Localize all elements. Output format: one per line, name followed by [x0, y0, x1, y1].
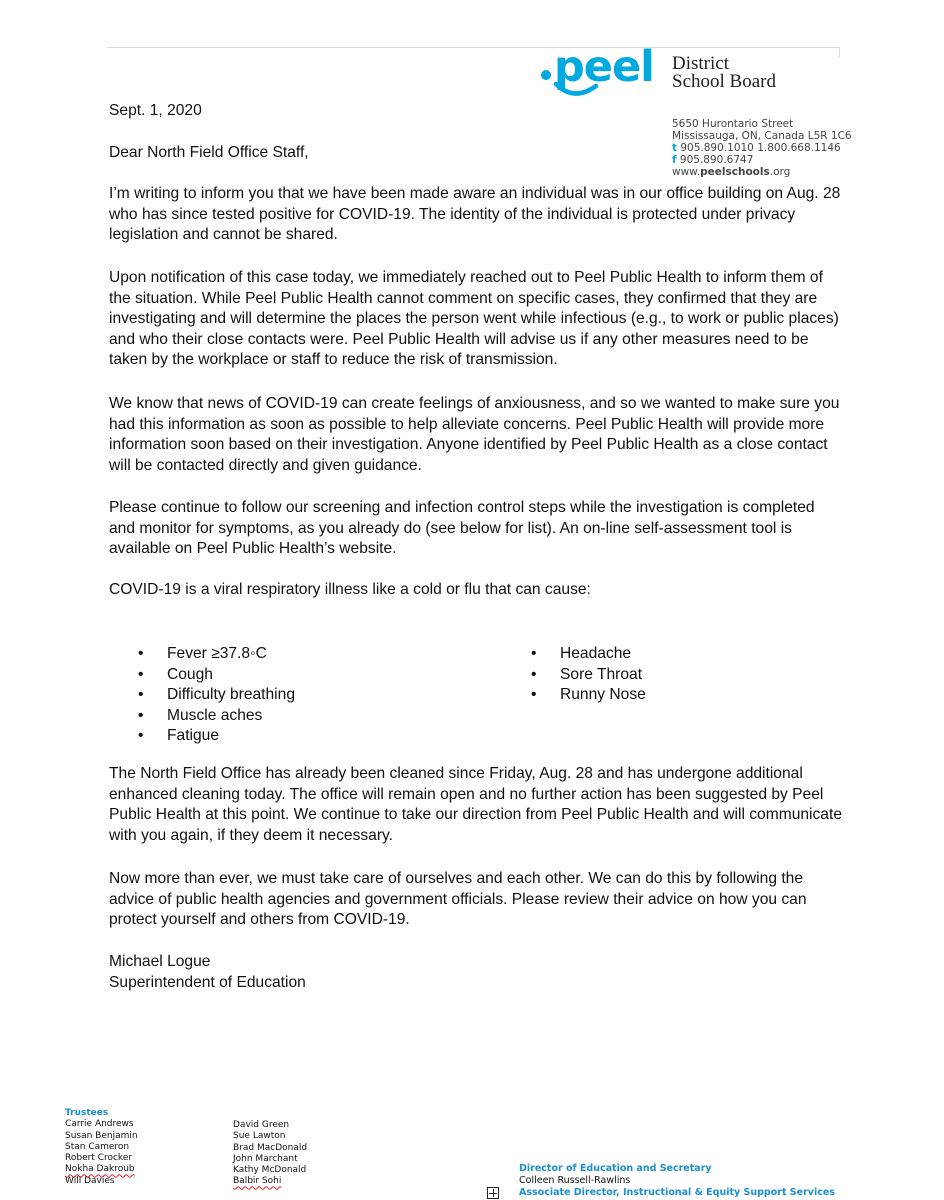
letter-date: Sept. 1, 2020: [109, 102, 202, 119]
paragraph-3: We know that news of COVID-19 can create feelings of anxiousness, and so we wanted to make sure you had this information as soon as possible to help alleviate concerns. Peel Public Health will provide more information soon based on their investigation. Anyone identified by Peel Public Health as a close contact will be contacted directly and given guidance.: [109, 395, 840, 474]
symptom-list-right: [531, 644, 646, 706]
page-top-edge: [107, 47, 840, 48]
logo-smile-icon: [552, 80, 612, 102]
paragraph-5: COVID-19 is a viral respiratory illness like a cold or flu that can cause:: [109, 581, 591, 598]
list-item: Brad MacDonald: [233, 1142, 308, 1153]
list-item: • Sore Throat: [531, 665, 646, 686]
web-suffix: .org: [769, 166, 791, 178]
list-item: Robert Crocker: [65, 1153, 133, 1164]
phone-number: 905.890.1010 1.800.668.1146: [680, 142, 841, 154]
signer-title: Superintendent of Education: [109, 974, 306, 991]
org-name-line2: School Board: [672, 71, 776, 92]
list-item: • Headache: [531, 644, 646, 665]
expand-plus-icon[interactable]: [487, 1187, 499, 1199]
list-item: • Muscle aches: [138, 706, 295, 727]
letter-salutation: Dear North Field Office Staff,: [109, 144, 309, 161]
paragraph-1: I’m writing to inform you that we have been made aware an individual was in our office building on Aug. 28 who has since tested positive for COVID-19. The identity of the individual is protected under privacy legislation and cannot be shared.: [109, 185, 841, 244]
list-item: David Green: [233, 1120, 290, 1130]
fax-number: 905.890.6747: [679, 154, 754, 166]
list-item: Susan Benjamin: [65, 1130, 138, 1141]
list-item: • Cough: [138, 665, 295, 686]
director-heading: Director of Education and Secretary: [519, 1163, 712, 1174]
web-domain: peelschools: [700, 166, 770, 178]
trustees-heading: Trustees: [65, 1108, 109, 1118]
list-item: Kathy McDonald: [233, 1165, 307, 1176]
associate-director-heading: Associate Director, Instructional & Equity Support Services: [519, 1187, 835, 1198]
logo-dot-icon: [541, 70, 551, 80]
web-prefix: www.: [672, 166, 701, 178]
symptom-list-left: [138, 644, 295, 747]
address-city: Mississauga, ON, Canada L5R 1C6: [672, 130, 852, 142]
org-name: [672, 55, 776, 91]
page-corner-edge: [839, 47, 840, 57]
org-name-line1: District: [672, 53, 729, 74]
trustees-list-1: [65, 1108, 138, 1187]
address-street: 5650 Hurontario Street: [672, 118, 794, 130]
fax-label: f: [672, 154, 677, 166]
list-item: • Fever ≥37.8◦C: [138, 644, 295, 665]
paragraph-6: The North Field Office has already been cleaned since Friday, Aug. 28 and has undergone additional enhanced cleaning today. The office will remain open and no further action has been suggested by Peel Public Health at this point. We continue to take our direction from Peel Public Health and will communicate with you again, if they deem it necessary.: [109, 765, 842, 844]
paragraph-4: Please continue to follow our screening and infection control steps while the investigation is completed and monitor for symptoms, as you already do (see below for list). An on-line self-assessment tool is available on Peel Public Health’s website.: [109, 499, 815, 558]
director-block: [519, 1163, 835, 1199]
paragraph-7: Now more than ever, we must take care of ourselves and each other. We can do this by following the advice of public health agencies and government officials. Please review their advice on how you can protect yourself and others from COVID-19.: [109, 870, 807, 929]
list-item: Stan Cameron: [65, 1141, 130, 1152]
trustees-list-2: [233, 1120, 307, 1188]
list-item: Will Davies: [65, 1175, 115, 1186]
list-item: • Runny Nose: [531, 685, 646, 706]
director-name: Colleen Russell-Rawlins: [519, 1175, 631, 1186]
list-item: Balbir Sohi: [233, 1176, 282, 1187]
website-link[interactable]: [672, 166, 852, 178]
logo-wordmark: peel: [554, 42, 654, 92]
phone-label: t: [672, 142, 678, 154]
list-item: Carrie Andrews: [65, 1119, 134, 1130]
paragraph-2: Upon notification of this case today, we immediately reached out to Peel Public Health to inform them of the situation. While Peel Public Health cannot comment on specific cases, they confirmed that they are investigating and will determine the places the person went while infectious (e.g., to work or public places) and who their close contacts were. Peel Public Health will advise us if any other measures need to be taken by the workplace or staff to reduce the risk of transmission.: [109, 269, 839, 369]
list-item: Sue Lawton: [233, 1131, 286, 1142]
list-item: Nokha Dakroub: [65, 1164, 135, 1175]
list-item: John Marchant: [233, 1153, 298, 1164]
list-item: • Difficulty breathing: [138, 685, 295, 706]
list-item: • Fatigue: [138, 726, 295, 747]
signer-name: Michael Logue: [109, 953, 211, 970]
